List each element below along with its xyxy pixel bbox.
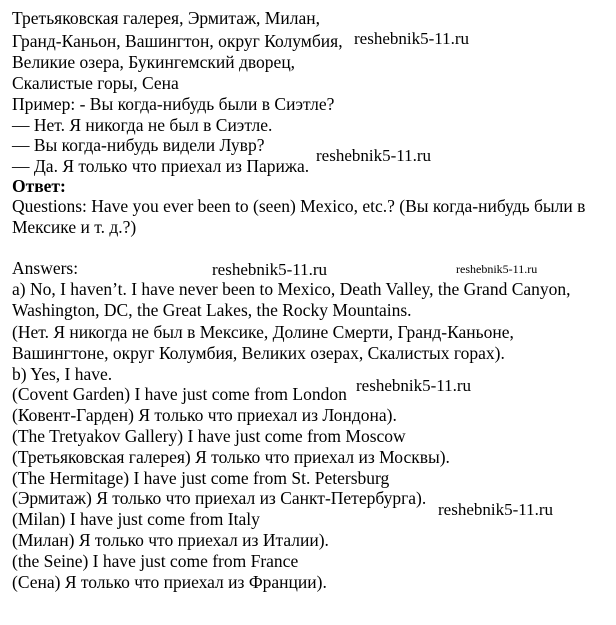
text-line-23: (The Hermitage) I have just come from St. Petersburg <box>12 468 390 488</box>
text-line-21: (The Tretyakov Gallery) I have just come from Moscow <box>12 426 406 446</box>
watermark: reshebnik5-11.ru <box>316 146 432 165</box>
text-line-7: — Вы когда-нибудь видели Лувр? <box>12 135 265 155</box>
text-line-1: Третьяковская галерея, Эрмитаж, Милан, <box>12 8 320 28</box>
answer-heading: Ответ: <box>12 176 66 196</box>
text-line-2: Гранд-Каньон, Вашингтон, округ Колумбия, <box>12 31 343 51</box>
watermark: reshebnik5-11.ru <box>456 262 538 276</box>
text-line-4: Скалистые горы, Сена <box>12 73 179 93</box>
text-line-18: b) Yes, I have. <box>12 364 113 384</box>
text-line-27: (the Seine) I have just come from France <box>12 551 299 571</box>
text-line-15: Washington, DC, the Great Lakes, the Rocky Mountains. <box>12 300 412 320</box>
watermark: reshebnik5-11.ru <box>438 500 554 519</box>
watermark: reshebnik5-11.ru <box>354 29 470 48</box>
text-line-16: (Нет. Я никогда не был в Мексике, Долине Смерти, Гранд-Каньоне, <box>12 322 514 342</box>
text-line-11: Мексике и т. д.?) <box>12 217 137 237</box>
text-line-24: (Эрмитаж) Я только что приехал из Санкт-Петербурга). <box>12 488 427 508</box>
text-line-14: a) No, I haven’t. I have never been to Mexico, Death Valley, the Grand Canyon, <box>12 279 571 299</box>
text-line-22: (Третьяковская галерея) Я только что приехал из Москвы). <box>12 447 450 467</box>
text-line-3: Великие озера, Букингемский дворец, <box>12 52 296 72</box>
text-line-6: — Нет. Я никогда не был в Сиэтле. <box>12 115 273 135</box>
text-line-8: — Да. Я только что приехал из Парижа. <box>12 156 310 176</box>
text-line-17: Вашингтоне, округ Колумбия, Великих озерах, Скалистых горах). <box>12 343 505 363</box>
text-line-10: Questions: Have you ever been to (seen) Mexico, etc.? (Вы когда-нибудь были в <box>12 196 586 216</box>
text-line-26: (Милан) Я только что приехал из Италии). <box>12 530 329 550</box>
text-line-13: Answers: <box>12 258 79 278</box>
text-line-20: (Ковент-Гарден) Я только что приехал из Лондона). <box>12 405 397 425</box>
watermark: reshebnik5-11.ru <box>356 376 472 395</box>
text-line-5: Пример: - Вы когда-нибудь были в Сиэтле? <box>12 94 335 114</box>
text-line-28: (Сена) Я только что приехал из Франции). <box>12 572 327 592</box>
text-line-19: (Covent Garden) I have just come from London <box>12 384 347 404</box>
text-line-25: (Milan) I have just come from Italy <box>12 509 260 529</box>
watermark: reshebnik5-11.ru <box>212 260 328 279</box>
